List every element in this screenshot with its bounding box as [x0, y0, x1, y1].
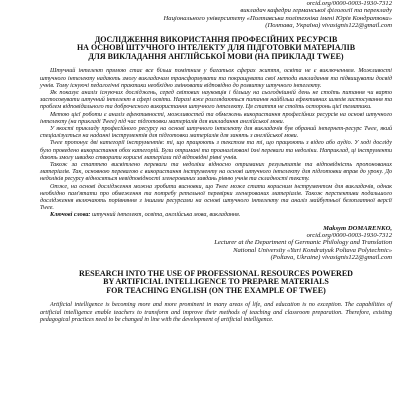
abstract-ua-paragraph: Також за статтею висвітлено переваги та недоліки відносно отриманих результатів та відповідність пропонованих матеріалів. Так, основною перевагою є використання інструменту на основі штучного інтелекту для підготовки вправ до уроку. До недоліків ресурсу відносяться невідповідності згенерованих завдань рівню учнів та складності тексту. [40, 162, 392, 183]
abstract-ua-paragraph: Отже, на основі дослідження можна зробити висновки, що Twee може стати корисним інструментом для викладачів, однак необхідно пам'ятати про обмеження та потребу ретельної перевірки згенерованих матеріалів. Також перспективи подальшого дослідження включають порівняння з іншими ресурсами на основі штучного інтелекту та аналіз майбутньої безоплатної версії Twee. [40, 183, 392, 212]
abstract-ua-paragraph: У якості прикладу професійного ресурсу на основі штучного інтелекту для викладачів був обраний інтернет-ресурс Twee, який спеціалізується на наданні інструментів для підготовки матеріалів для занять з англійської мови. [40, 126, 392, 140]
author-name-en: Maksym DOMARENKO, [323, 224, 392, 232]
abstract-ua-paragraph: Як показує аналіз існуючих досліджень, серед світових науковців і більшу на сьогоднішній день не стоїть питання чи варто застосовувати штучний інтелект в сфері освіти. Наразі вже розглядаються питання найбільш ефективних шляхів застосування та проблем відповідального та доброчесного використання штучного інтелекту. Ця стаття не стоїть осторонь цієї тематики. [40, 90, 392, 111]
title-en-line-3: FOR TEACHING ENGLISH (ON THE EXAMPLE OF TWEE) [106, 285, 326, 295]
title-ua-line-3: ДЛЯ ВИКЛАДАННЯ АНГЛІЙСЬКОЇ МОВИ (НА ПРИКЛАДІ TWEE) [88, 51, 344, 61]
title-en-line-2: BY ARTIFICIAL INTELLIGENCE TO PREPARE MATERIALS [103, 277, 329, 287]
abstract-ua-paragraph: Twee пропонує дві категорії інструментів: ті, що працюють з текстом та ті, що працюють з відео або аудіо. У ході досліду було проведено використання обох категорій. Були отримані та проаналізовані їхні переваги та недоліки. Наприклад, ці інструменти дають змогу швидко створити корисні матеріали під відповідні рівні учнів. [40, 140, 392, 161]
title-ua-line-1: ДОСЛІДЖЕННЯ ВИКОРИСТАННЯ ПРОФЕСІЙНИХ РЕСУРСІВ [94, 34, 338, 44]
title-ua-line-2: НА ОСНОВІ ШТУЧНОГО ІНТЕЛЕКТУ ДЛЯ ПІДГОТОВКИ МАТЕРІАЛІВ [76, 43, 356, 53]
author-contact-ua: (Полтава, Україна) vivasignis122@gmail.com [265, 22, 392, 30]
abstract-en [40, 302, 392, 324]
title-en [40, 270, 392, 296]
author-position-ua: викладач кафедри германської філології та перекладу [240, 7, 392, 15]
author-university-ua: Національного університету «Полтавська політехніка імені Юрія Кондратюка» [163, 14, 392, 22]
abstract-ua-paragraph: Штучний інтелект прямою стає все більш помітним у багатьох сферах життя, освіта не є виключенням. Можливості штучного інтелекту надають змогу викладачам трансформувати та покращувати свої методи викладання та підвищувати досвід учнів. Тому існуючі педагогічні практики необхідно змінювати відповідно до розвитку штучного інтелекту. [40, 68, 392, 89]
title-en-line-1: RESEARCH INTO THE USE OF PROFESSIONAL RESOURCES POWERED [79, 268, 353, 278]
abstract-en-paragraph: Artificial intelligence is becoming more and more prominent in many areas of life, and education is no exception. The capabilities of artificial intelligence enable teachers to transform and improve their methods of teaching and classroom preparation. Therefore, existing pedagogical practices need to be changed in line with the development of artificial intelligence. [40, 302, 392, 323]
keywords-ua [40, 212, 392, 219]
orcid-en: orcid.org/0000-0003-1930-7312 [306, 232, 392, 240]
abstract-ua-paragraph: Метою цієї роботи є аналіз ефективності, можливостей та обмежень використання професійних ресурсів на основі штучного інтелекту (на прикладі Twee) під час підготовки матеріалів для викладання англійської мови. [40, 111, 392, 125]
author-contact-en: (Poltava, Ukraine) vivasignis122@gmail.com [270, 254, 392, 262]
author-position-en: Lecturer at the Department of Germanic Philology and Translation [214, 239, 392, 247]
author-info-en [40, 225, 392, 262]
orcid-ua: orcid.org/0000-0003-1930-7312 [306, 0, 392, 7]
author-info-ua [40, 0, 392, 30]
title-ua [40, 36, 392, 62]
keywords-ua-label: Ключові слова: [50, 212, 91, 219]
author-university-en: National University «Yuri Kondratyuk Poltava Polytechnic» [233, 246, 392, 254]
keywords-ua-text: штучний інтелект, освіта, англійська мова, викладання. [91, 212, 241, 219]
abstract-ua [40, 68, 392, 212]
